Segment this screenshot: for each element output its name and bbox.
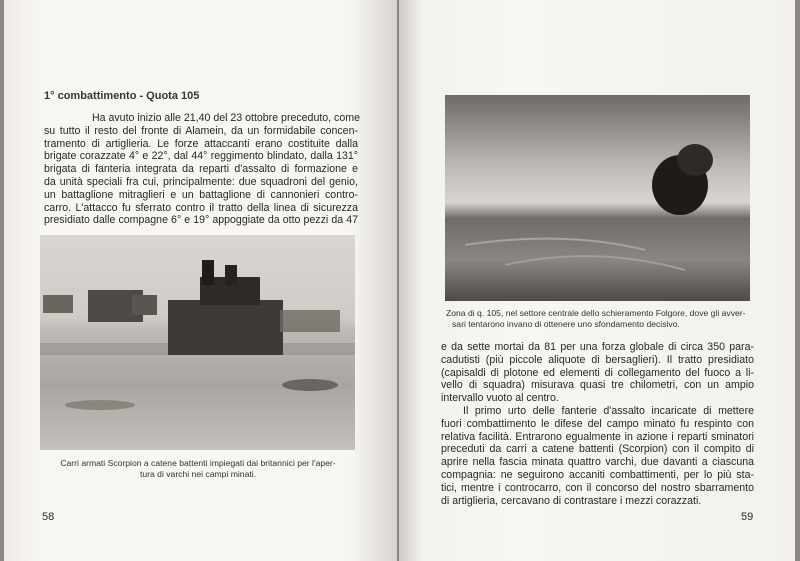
text-line: aprire nella fascia minata quattro varchi, due davanti a ciascuna (441, 456, 754, 469)
text-line: (capisaldi di plotone ed elementi di collegamento del fuoco a li- (441, 366, 754, 379)
text-line: compagnia: ne seguirono accaniti combattimenti, per lo più sta- (441, 468, 754, 481)
text-line: presidiato dalle compagne 6° e 19° appoggiate da otto pezzi da 47 (44, 214, 358, 227)
text-line: da unità speciali fra cui, principalmente: due squadroni del genio, (44, 175, 358, 188)
right-body-text (441, 341, 754, 507)
battlefield-image (445, 95, 750, 301)
page-number-right: 59 (741, 511, 754, 523)
text-line: relativa facilità. Entrarono egualmente in azione i reparti sminatori (441, 430, 754, 443)
text-line: fuori combattimento le difese del campo minato fu respinto con (441, 417, 754, 430)
text-line: Il primo urto delle fanterie d'assalto incaricate di mettere (463, 404, 754, 417)
text-line: preceduti da carri a catene battenti (Scorpion) con il compito di (441, 443, 754, 456)
text-line: brigata di fanteria integrata da reparti d'assalto di formazione e (44, 163, 358, 176)
text-line: vello di squadra) misurava quasi tre chilometri, con un ampio (441, 379, 754, 392)
text-line: intervallo vuoto al centro. (441, 392, 559, 405)
text-line: tramento di artiglieria. Le forze attaccanti erano costituite dalla (44, 137, 358, 150)
text-line: cadutisti (più piccole aliquote di bersaglieri). Il tratto presidiato (441, 353, 754, 366)
right-photo-caption (446, 308, 750, 329)
photo-scorpion-tanks (40, 235, 355, 450)
caption-line: Carri armati Scorpion a catene battenti impiegati dai britannici per l'aper- (60, 458, 336, 468)
caption-line: sari tentarono invano di ottenere uno sfondamento decisivo. (452, 318, 680, 329)
text-line: brigate corazzate 4° e 22°, dal 44° reggimento blindato, dalla 131° (44, 150, 358, 163)
text-line: Ha avuto inizio alle 21,40 del 23 ottobre preceduto, come (92, 112, 360, 124)
caption-line: Zona di q. 105, nel settore centrale dello schieramento Folgore, dove gli avver- (446, 308, 746, 318)
left-body-text (44, 112, 358, 227)
text-line: un battaglione mitraglieri e un battaglione di cannonieri contro- (44, 188, 358, 201)
text-line: e da sette mortai da 81 per una forza globale di circa 350 para- (441, 341, 754, 353)
text-line: tici, mentre i controcarro, con il concorso del nostro sbarramento (441, 481, 754, 494)
text-line: carro. L'attacco fu sferrato contro il tratto della linea di sicurezza (44, 201, 358, 214)
caption-line: tura di varchi nei campi minati. (139, 468, 257, 479)
section-heading: 1° combattimento - Quota 105 (44, 90, 200, 102)
text-line: di artiglieria, cercavano di contrastare i mezzi corazzati. (441, 494, 702, 507)
tanks-image (40, 235, 355, 450)
left-photo-caption (42, 458, 354, 479)
page-number-left: 58 (42, 511, 55, 523)
text-line: su tutto il resto del fronte di Alamein, da un formidabile concen- (44, 124, 358, 137)
photo-quota-105 (445, 95, 750, 301)
